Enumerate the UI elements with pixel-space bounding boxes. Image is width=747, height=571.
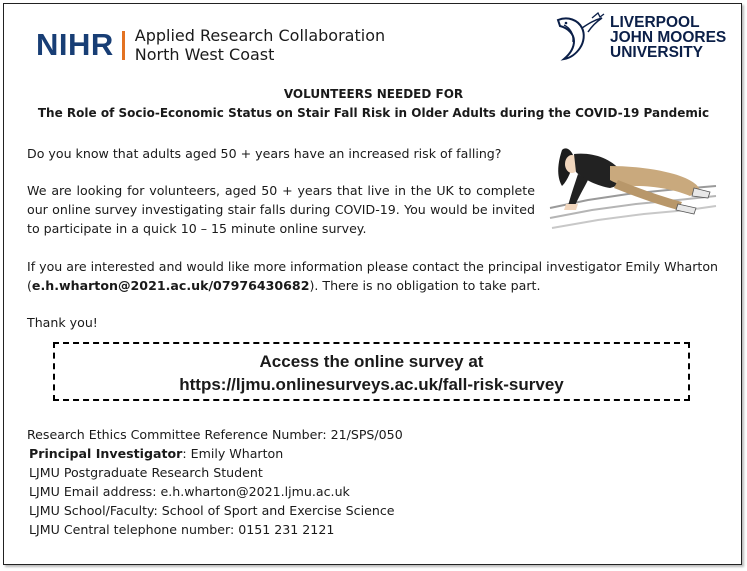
pi-value: : Emily Wharton — [182, 446, 284, 461]
principal-investigator — [27, 444, 403, 463]
nihr-logo-line2: North West Coast — [134, 45, 275, 64]
stair-fall-illustration — [548, 140, 718, 236]
question-text: Do you know that adults aged 50 + years have an increased risk of falling? — [27, 146, 502, 161]
researcher-role: LJMU Postgraduate Research Student — [29, 465, 263, 480]
heading-line1: VOLUNTEERS NEEDED FOR — [283, 87, 464, 101]
pi-label: Principal Investigator — [29, 446, 183, 461]
survey-intro: Access the online survey at — [259, 352, 484, 371]
nihr-logo-subtitle — [135, 26, 385, 64]
thanks-text: Thank you! — [27, 315, 98, 330]
ljmu-logo — [554, 12, 726, 62]
researcher-email: LJMU Email address: e.h.wharton@2021.ljmu.ac.uk — [29, 484, 350, 499]
contact-details — [27, 425, 403, 539]
interest-text-part1: If you are interested and would like more information please contact the principal investigator Emily Wharton ( — [27, 259, 719, 293]
researcher-faculty: LJMU School/Faculty: School of Sport and Exercise Science — [29, 503, 395, 518]
liver-bird-icon — [554, 12, 606, 62]
nihr-logo — [36, 26, 385, 64]
ljmu-logo-line2: JOHN MOORES — [610, 28, 727, 46]
nihr-logo-word: NIHR — [36, 27, 114, 62]
nihr-logo-divider — [122, 31, 125, 60]
heading-line2: The Role of Socio-Economic Status on Stair Fall Risk in Older Adults during the COVID-19 Pandemic — [37, 106, 710, 120]
investigator-contact: e.h.wharton@2021.ac.uk/07976430682 — [31, 278, 310, 293]
interest-text-part2: ). There is no obligation to take part. — [309, 278, 541, 293]
nihr-logo-line1: Applied Research Collaboration — [134, 26, 386, 45]
survey-link[interactable]: https://ljmu.onlinesurveys.ac.uk/fall-risk-survey — [179, 375, 564, 394]
recruitment-text: We are looking for volunteers, aged 50 + years that live in the UK to complete our online survey investigating stair falls during COVID-19. You would be invited to participate in a quick 10 – 15 minute online survey. — [27, 183, 535, 236]
central-phone: LJMU Central telephone number: 0151 231 2121 — [29, 522, 335, 537]
ljmu-logo-text — [610, 15, 726, 60]
ljmu-logo-line3: UNIVERSITY — [610, 43, 704, 61]
ethics-reference: Research Ethics Committee Reference Number: 21/SPS/050 — [27, 427, 403, 442]
interest-text — [27, 257, 727, 295]
ljmu-logo-line1: LIVERPOOL — [610, 13, 700, 31]
survey-link-box — [53, 342, 690, 401]
